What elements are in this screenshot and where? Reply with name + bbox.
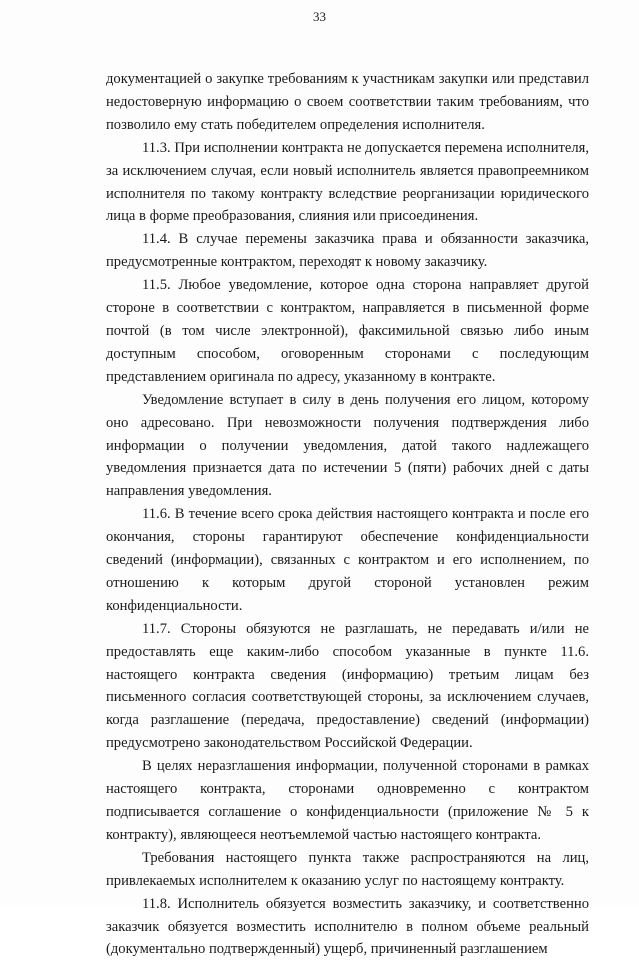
paragraph-11-5: 11.5. Любое уведомление, которое одна сторона направляет другой стороне в соответствии с контрактом, направляется в письменной форме почтой (в том числе электронной), факсимильной связью либо иным доступным способом, оговоренным сторонами с последующим представлением оригинала по адресу, указанному в контракте. bbox=[106, 277, 589, 385]
paragraph-continuation: документацией о закупке требованиям к участникам закупки или представил недостоверную информацию о своем соответствии таким требованиям, что позволило ему стать победителем определения исполнителя. bbox=[106, 71, 589, 133]
paragraph-11-7: 11.7. Стороны обязуются не разглашать, не передавать и/или не предоставлять еще каким-либо способом указанные в пункте 11.6. настоящего контракта сведения (информацию) третьим лицам без письменного согласия соответствующей стороны, за исключением случаев, когда разглашение (передача, предоставление) сведений (информации) предусмотрено законодательством Российской Федерации. bbox=[106, 620, 589, 752]
paragraph-notification-effect: Уведомление вступает в силу в день получения его лицом, которому оно адресовано. При невозможности получения подтверждения либо информации о получении уведомления, датой такого надлежащего уведомления признается дата по истечении 5 (пяти) рабочих дней с даты направления уведомления. bbox=[106, 391, 589, 500]
page-number: 33 bbox=[313, 9, 326, 24]
paragraph-11-3: 11.3. При исполнении контракта не допускается перемена исполнителя, за исключением случая, если новый исполнитель является правопреемником исполнителя по такому контракту вследствие реорганизации юридического лица в форме преобразования, слияния или присоединения. bbox=[106, 139, 589, 225]
paragraph-11-8: 11.8. Исполнитель обязуется возместить заказчику, и соответственно заказчик обязуется возместить исполнителю в полном объеме реальный (документально подтвержденный) ущерб, причиненный разглашением bbox=[106, 895, 589, 958]
paragraph-requirements-scope: Требования настоящего пункта также распространяются на лиц, привлекаемых исполнителем к оказанию услуг по настоящему контракту. bbox=[106, 849, 589, 889]
paragraph-confidentiality-agreement: В целях неразглашения информации, полученной сторонами в рамках настоящего контракта, сторонами одновременно с контрактом подписывается соглашение о конфиденциальности (приложение № 5 к контракту), являющееся неотъемлемой частью настоящего контракта. bbox=[106, 758, 589, 843]
paragraph-11-6: 11.6. В течение всего срока действия настоящего контракта и после его окончания, стороны гарантируют обеспечение конфиденциальности сведений (информации), связанных с контрактом и его исполнением, по отношению к которым другой стороной установлен режим конфиденциальности. bbox=[106, 506, 589, 614]
paragraph-11-4: 11.4. В случае перемены заказчика права и обязанности заказчика, предусмотренные контрактом, переходят к новому заказчику. bbox=[106, 231, 589, 271]
document-body bbox=[106, 68, 589, 961]
